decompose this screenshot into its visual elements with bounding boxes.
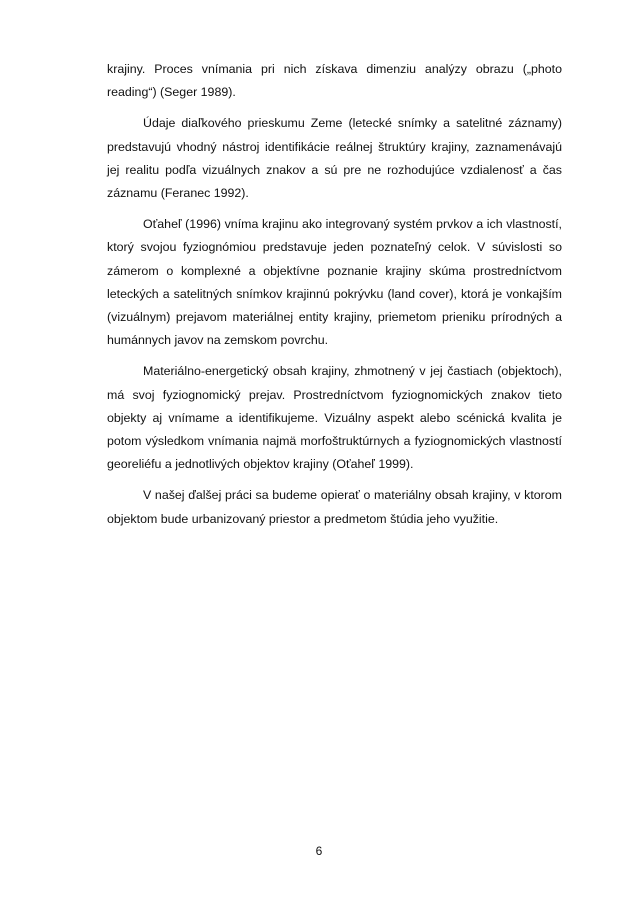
- paragraph-3: Oťaheľ (1996) vníma krajinu ako integrovaný systém prvkov a ich vlastností, ktorý svojou fyziognómiou predstavuje jeden poznateľný celok. V súvislosti so zámerom o komplexné a objektívne poznanie krajiny skúma prostredníctvom leteckých a satelitných snímkov krajinnú pokrývku (land cover), ktorá je vonkajším (vizuálnym) prejavom materiálnej entity krajiny, priemetom prieniku prírodných a humánnych javov na zemskom povrchu.: [107, 217, 562, 348]
- paragraph-2: Údaje diaľkového prieskumu Zeme (letecké snímky a satelitné záznamy) predstavujú vhodný nástroj identifikácie reálnej štruktúry krajiny, zaznamenávajú jej realitu podľa vizuálnych znakov a sú pre ne rozhodujúce vzdialenosť a čas záznamu (Feranec 1992).: [107, 116, 562, 201]
- paragraph-5: V našej ďalšej práci sa budeme opierať o materiálny obsah krajiny, v ktorom objektom bude urbanizovaný priestor a predmetom štúdia jeho využitie.: [107, 488, 562, 526]
- page-number: 6: [315, 844, 323, 858]
- paragraph-1: krajiny. Proces vnímania pri nich získava dimenziu analýzy obrazu („photo reading“) (Seger 1989).: [107, 62, 562, 100]
- paragraph-4: Materiálno-energetický obsah krajiny, zhmotnený v jej častiach (objektoch), má svoj fyziognomický prejav. Prostredníctvom fyziognomických znakov tieto objekty aj vnímame a identifikujeme. Vizuálny aspekt alebo scénická kvalita je potom výsledkom vnímania najmä morfoštruktúrnych a fyziognomických vlastností georeliéfu a jednotlivých objektov krajiny (Oťaheľ 1999).: [107, 364, 562, 472]
- body-text: [107, 58, 562, 539]
